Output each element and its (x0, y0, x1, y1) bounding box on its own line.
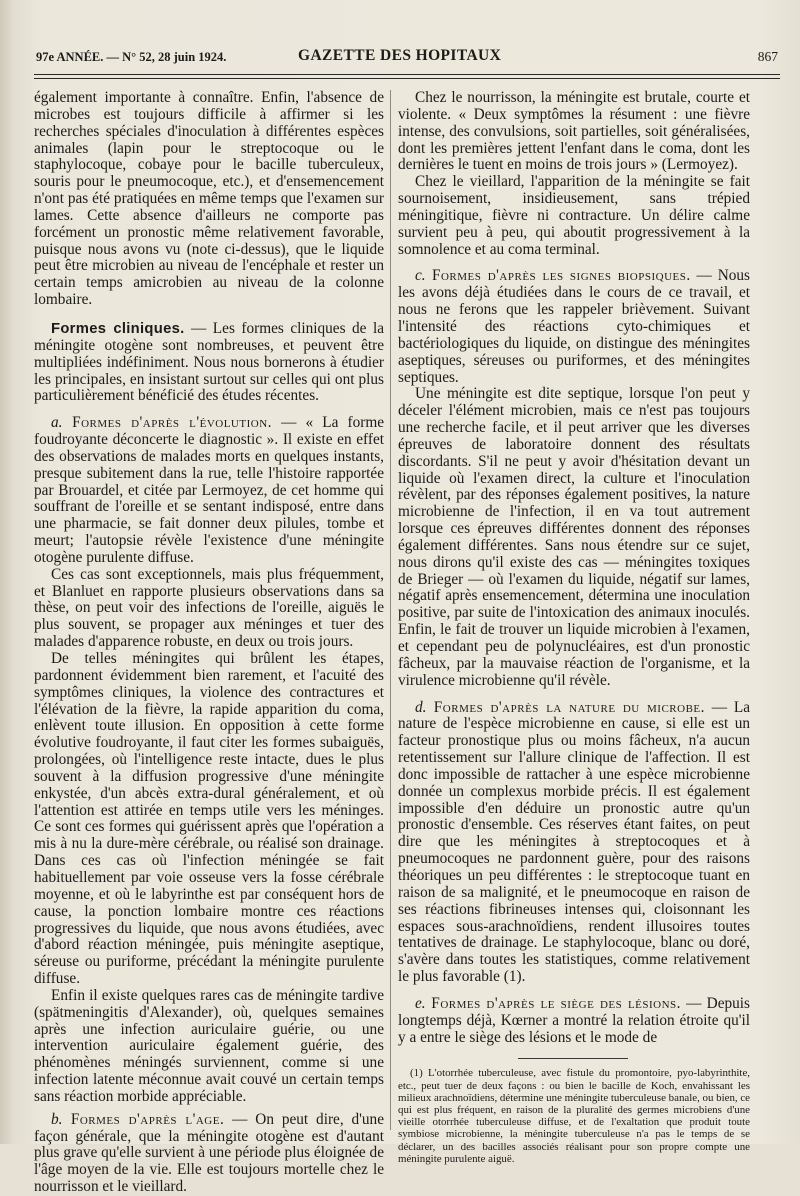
subsection-text: — On peut dire, d'une façon générale, que la méningite otogène est d'autant plus grave qu'elle survient à une période plus éloignée de l'âge moyen de la vie. Elle est toujours mortelle chez le nourrisson et le vieillard. (34, 1110, 384, 1196)
subsection-b (34, 1112, 384, 1196)
subsection-heading: Formes d'après l'évolution. (62, 414, 272, 432)
subsection-text: — Depuis longtemps déjà, Kœrner a montré la relation étroite qu'il y a entre le siège des lésions et le mode de (398, 994, 750, 1046)
subsection-a (34, 415, 384, 567)
subsection-e (398, 996, 750, 1047)
header-rule-thin (34, 78, 780, 79)
right-column (398, 90, 750, 1165)
subsection-d (398, 700, 750, 986)
subsection-text: — « La forme foudroyante déconcerte le diagnostic ». Il existe en effet des observations de malades morts en quelques instants, presque subitement dans la rue, telle l'histoire rapportée par Brouardel, et citée par Lermoyez, de cet homme qui souffrant de l'oreille et se sentant indisposé, entre dans une pharmacie, se fait donner deux pilules, tombe et meurt; l'autopsie révèle l'existence d'une méningite otogène purulente diffuse. (34, 414, 385, 566)
left-column (34, 90, 384, 1196)
subsection-heading: Formes d'après la nature du microbe. (426, 698, 705, 716)
paragraph: Chez le vieillard, l'apparition de la méningite se fait sournoisement, insidieusement, sans trépied méningitique, fièvre ni contracture. Un délire calme survient peu à peu, qui aboutit progressivement à la somnolence et au coma terminal. (398, 173, 750, 258)
subsection-letter: a. (51, 414, 63, 432)
page-number: 867 (757, 49, 778, 64)
paragraph: Chez le nourrisson, la méningite est brutale, courte et violente. « Deux symptômes la résument : une fièvre intense, des convulsions, soit partielles, soit généralisées, dont les premières jettent l'enfant dans le coma, dont les dernières le tuent en moins de trois jours » (Lermoyez). (398, 89, 750, 174)
issue-info: 97e ANNÉE. — N° 52, 28 juin 1924. (36, 50, 227, 64)
subsection-letter: e. (415, 994, 426, 1012)
paragraph: Enfin il existe quelques rares cas de méningite tardive (spätmeningitis d'Alexander), où, quelques semaines après une infection auriculaire guérie, ou une intervention auriculaire également guérie, des phénomènes méningés surviennent, comme si une infection latente méconnue avait couvé un certain temps sans réaction morbide appréciable. (34, 986, 384, 1105)
subsection-heading: Formes d'après l'age. (62, 1110, 225, 1128)
section-formes-cliniques (34, 321, 384, 405)
paragraph: Ces cas sont exceptionnels, mais plus fréquemment, et Blanluet en rapporte plusieurs observations dans sa thèse, on peut voir des infections de l'oreille, aiguës le plus souvent, se propager aux méninges et tuer des malades d'apparence robuste, en deux ou trois jours. (34, 565, 384, 651)
journal-title: GAZETTE DES HOPITAUX (298, 47, 502, 64)
paragraph: De telles méningites qui brûlent les étapes, pardonnent évidemment bien rarement, et l'acuité des symptômes cliniques, la violence des contractures et l'élévation de la fièvre, la rapide apparition du coma, enlèvent toute illusion. En opposition à cette forme évolutive foudroyante, il faut citer les formes subaiguës, prolongées, où l'intelligence reste intacte, dues le plus souvent à la diffusion progressive d'une méningite enkystée, d'un abcès extra-dural généralement, et où l'attention est attirée en temps utile vers les méninges. Ce sont ces formes qui guérissent après que l'opération a mis à nu la dure-mère cérébrale, ou réalisé son drainage. Dans ces cas où l'infection méningée se fait habituellement par voie osseuse vers la fosse cérébrale moyenne, et où le labyrinthe est par conséquent hors de cause, la ponction lombaire montre ces réactions progressives du liquide, que nous avons étudiées, avec d'abord réaction méningée, puis méningite aseptique, séreuse ou puriforme, précédant la méningite purulente diffuse. (34, 650, 384, 988)
subsection-letter: d. (415, 698, 427, 716)
subsection-letter: c. (415, 267, 426, 285)
subsection-heading: Formes d'après le siège des lésions. (425, 994, 681, 1012)
section-text: — Les formes cliniques de la méningite otogène sont nombreuses, et peuvent être multipliées indéfiniment. Nous nous bornerons à étudier les principales, en insistant surtout sur celles qui ont plus particulièrement bénéficié des études récentes. (34, 319, 384, 405)
column-divider (390, 90, 391, 1130)
subsection-text: — Nous les avons déjà étudiées dans le cours de ce travail, et nous ne ferons que les rappeler brièvement. Suivant l'intensité des réactions cyto-chimiques et bactériologiques du liquide, on distingue des méningites aseptiques, séreuses ou puriformes, et des méningites septiques. (398, 267, 750, 386)
subsection-letter: b. (51, 1110, 63, 1128)
paragraph: Une méningite est dite septique, lorsque l'on peut y déceler l'élément microbien, mais ce n'est pas toujours une recherche facile, et il peut arriver que les diverses épreuves de laboratoire donnent des résultats discordants. S'il ne peut y avoir d'hésitation devant un liquide où l'examen direct, la culture et l'inoculation révèlent, par des réponses également positives, la nature microbienne de l'infection, il en va tout autrement lorsque ces épreuves différentes donnent des réponses également différentes. Sans nous étendre sur ce sujet, nous dirons qu'il existe des cas — méningites toxiques de Brieger — où l'examen du liquide, négatif sur lames, négatif après ensemencement, détermina une inoculation positive, par suite de l'intoxication des animaux inoculés. Enfin, le fait de trouver un liquide microbien à l'examen, et cependant peu de polynucléaires, est d'un pronostic fâcheux, par la mauvaise réaction de l'organisme, et la virulence microbienne qu'il révèle. (398, 385, 750, 689)
header-rule (34, 74, 780, 75)
subsection-c (398, 268, 750, 386)
footnote-rule (518, 1058, 628, 1059)
paragraph: également importante à connaître. Enfin, l'absence de microbes est toujours difficile à affirmer si les recherches spéciales d'inoculation à différentes espèces animales (lapin pour le streptocoque ou le staphylocoque, cobaye pour le bacille tuberculeux, souris pour le pneumocoque, etc.), et d'ensemencement n'ont pas été pratiquées en même temps que l'examen sur lames. Cette absence d'ailleurs ne comporte pas forcément un pronostic même relativement favorable, puisque nous avons vu (note ci-dessus), que le liquide peut être microbien au niveau de l'encéphale et rester un certain temps amicrobien au niveau de la colonne lombaire. (34, 89, 384, 309)
page-header (36, 46, 778, 68)
subsection-heading: Formes d'après les signes biopsiques. (425, 267, 691, 285)
footnote: (1) L'otorrhée tuberculeuse, avec fistule du promontoire, pyo-labyrinthite, etc., peut tuer de deux façons : ou bien le bacille de Koch, envahissant les milieux arachnoïdiens, détermine une méningite tuberculeuse banale, ou bien, ce qui est plus fréquent, en raison de la pluralité des germes microbiens d'une vieille otorrhée tuberculeuse diffuse, et de l'exaltation que produit toute symbiose microbienne, la méningite tuberculeuse n'a pas le temps de se déclarer, un des bacilles associés réalisant pour son propre compte une méningite purulente aiguë. (398, 1067, 750, 1165)
section-heading: Formes cliniques. (51, 320, 185, 337)
subsection-text: — La nature de l'espèce microbienne en cause, si elle est un facteur pronostique plus ou moins fâcheux, n'a aucun retentissement sur l'allure clinique de l'affection. Il est donc impossible de rattacher à une espèce microbienne donnée un complexus morbide précis. Il est également impossible d'en déduire un pronostic autre qu'un pronostic d'ensemble. Ces réserves étant faites, on peut dire que les méningites à streptocoques et à pneumocoques ne pardonnent guère, pour des raisons théoriques un peu différentes : le streptocoque tuant en raison de sa malignité, et le pneumocoque en raison de ses réactions fibrineuses intenses qui, cloisonnant les espaces sous-arachnoïdiens, rendent illusoires toutes tentatives de drainage. Le staphylocoque, blanc ou doré, s'avère dans toutes les statistiques, comme relativement le plus favorable (1). (398, 698, 750, 986)
